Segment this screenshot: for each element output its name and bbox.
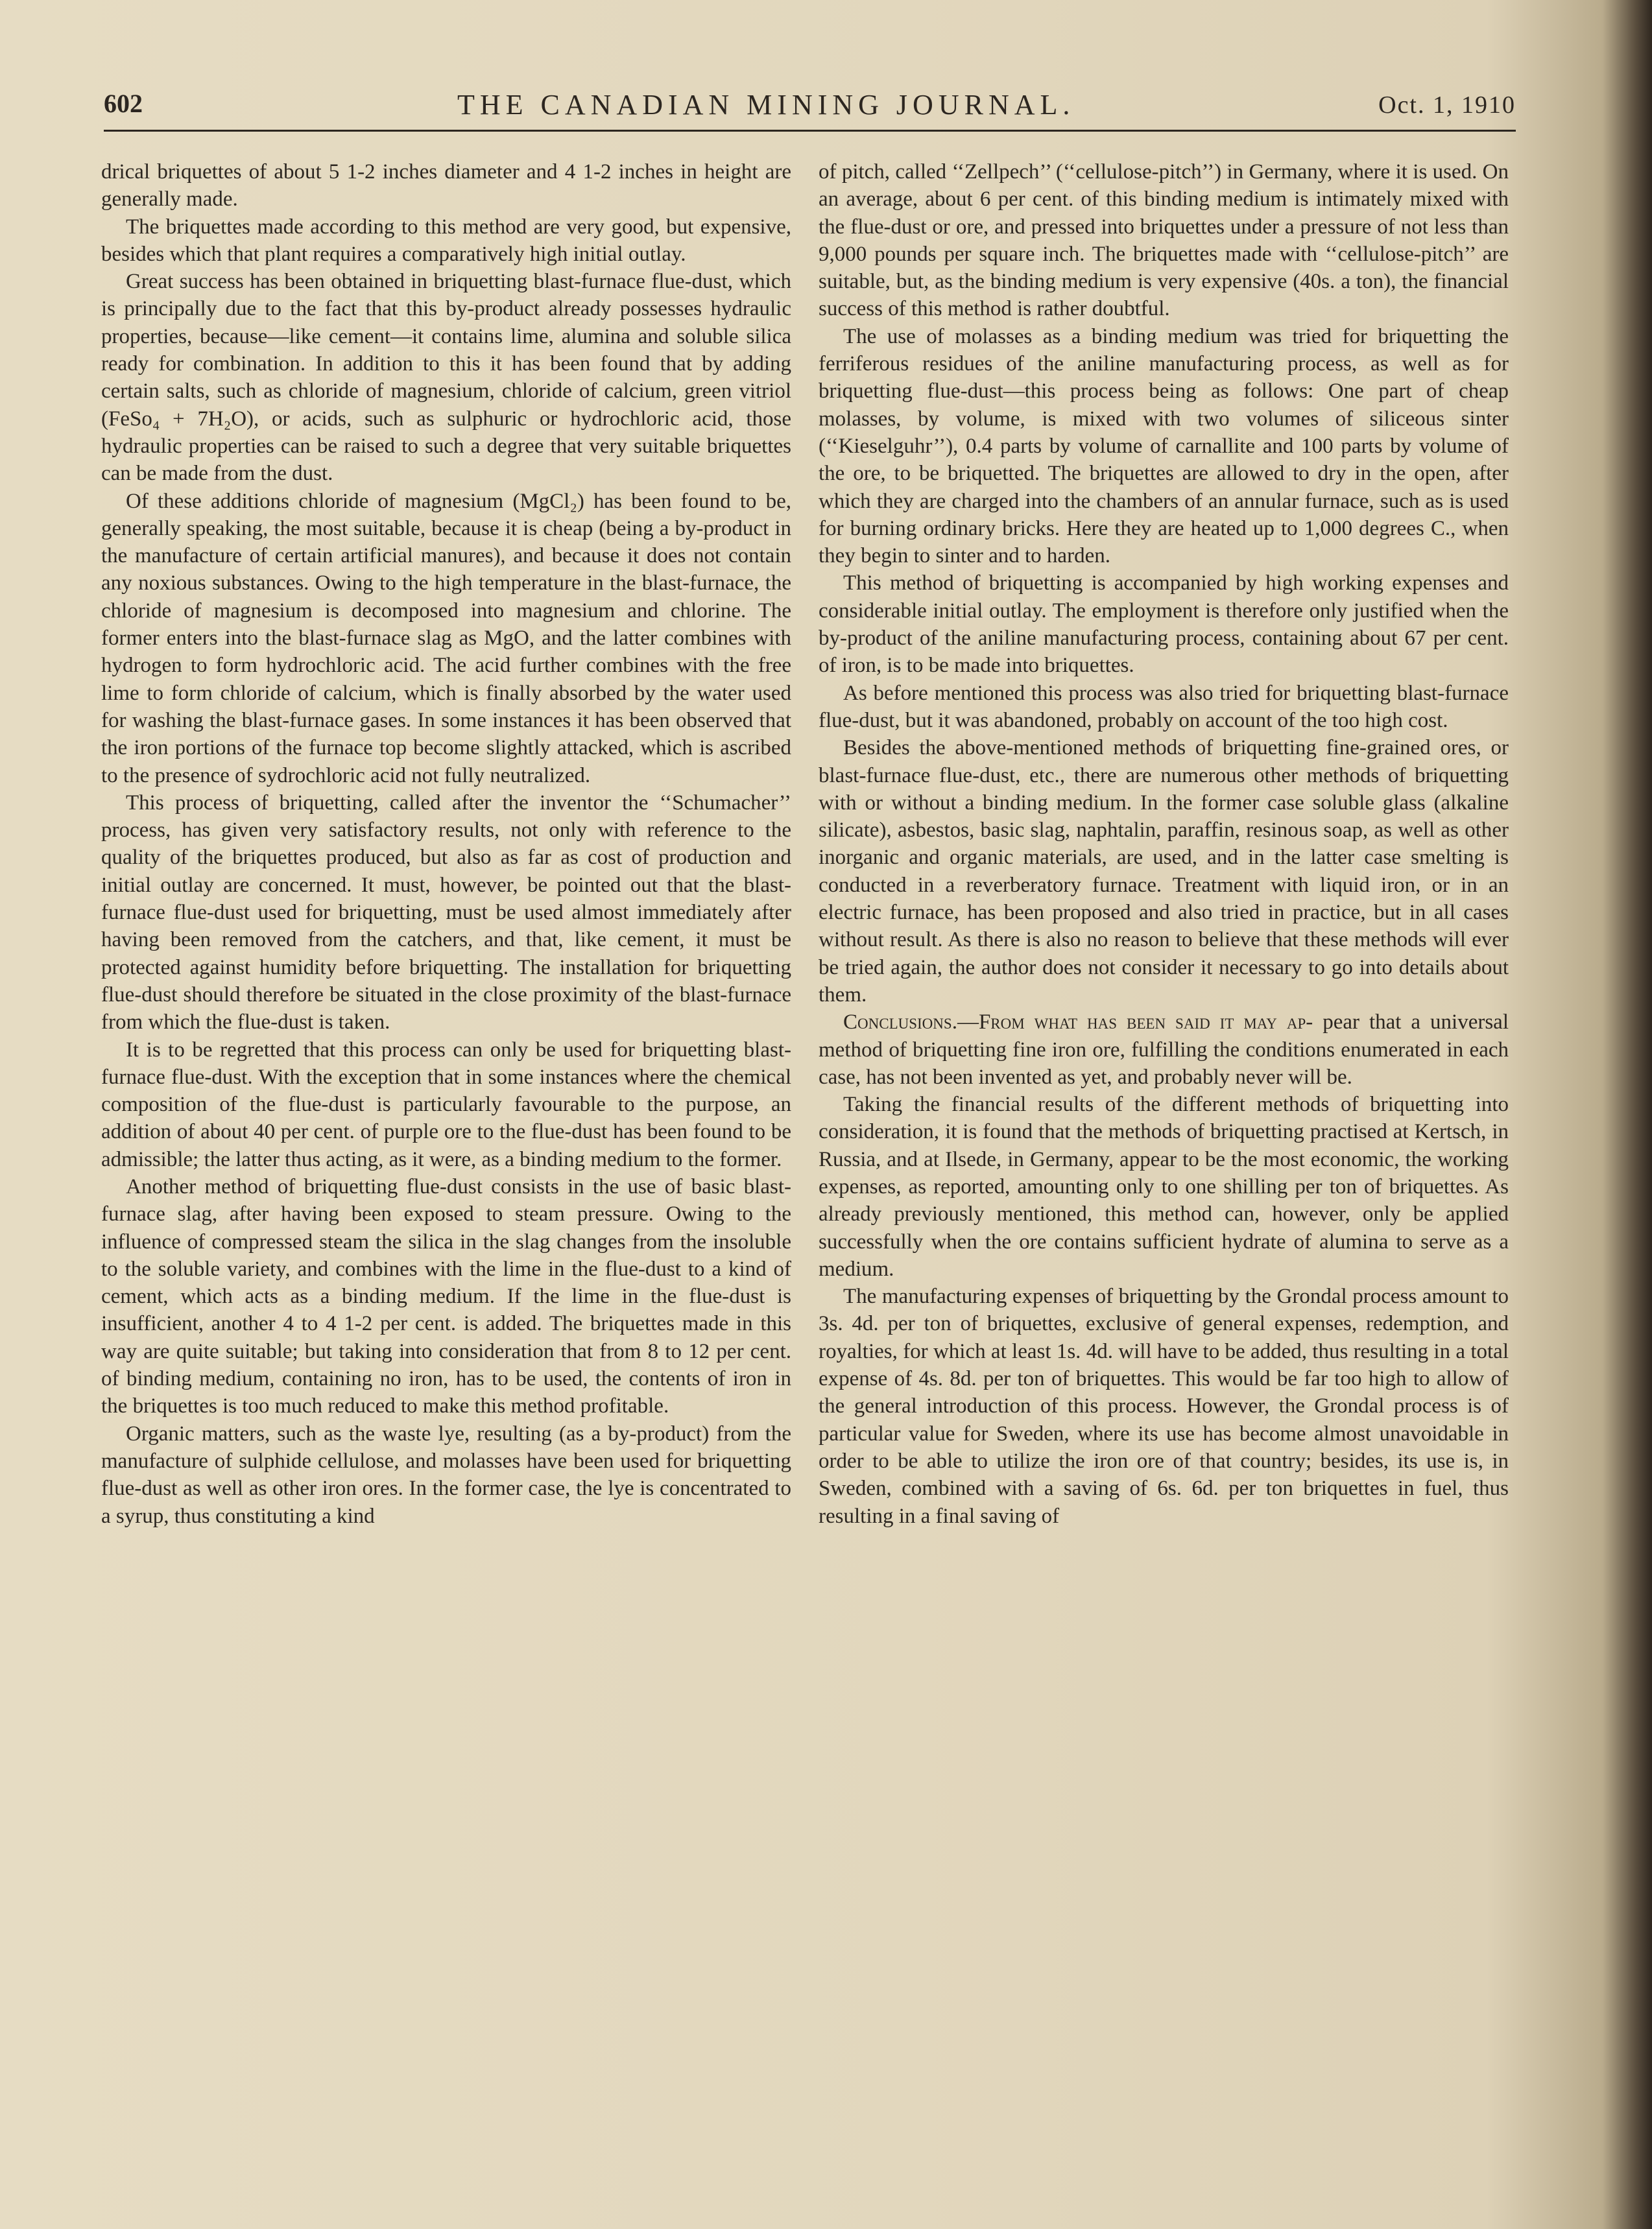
- paragraph: of pitch, called ‘‘Zellpech’’ (‘‘cellulose-pitch’’) in Germany, where it is used. On an average, about 6 per cent. of this binding medium is intimately mixed with the flue-dust or ore, and pressed into briquettes under a pressure of not less than 9,000 pounds per square inch. The briquettes made with ‘‘cellulose-pitch’’ are suitable, but, as the binding medium is very expensive (40s. a ton), the financial success of this method is rather doubtful.: [819, 160, 1509, 321]
- paragraph: The manufacturing expenses of briquetting by the Grondal process amount to 3s. 4d. per ton of briquettes, exclusive of general expenses, redemption, and royalties, for which at least 1s. 4d. will have to be added, thus resulting in a total expense of 4s. 8d. per ton of briquettes. This would be far too high to allow of the general introduction of this process. However, the Grondal process is of particular value for Sweden, where its use has become almost unavoidable in order to be able to utilize the iron ore of that country; besides, its use is, in Sweden, combined with a saving of 6s. 6d. per ton briquettes in fuel, thus resulting in a final saving of: [819, 1285, 1509, 1528]
- page-number: 602: [104, 89, 143, 118]
- paragraph: Taking the financial results of the different methods of briquetting into consideration, it is found that the methods of briquetting practised at Kertsch, in Russia, and at Ilsede, in Germany, appear to be the most economic, the working expenses, as reported, amounting only to one shilling per ton of briquettes. As already previously mentioned, this method can, however, only be applied successfully when the ore contains sufficient hydrate of alumina to serve as a medium.: [819, 1093, 1509, 1281]
- paragraph: The briquettes made according to this method are very good, but expensive, besides which that plant requires a comparatively high initial outlay.: [101, 215, 791, 266]
- issue-date: Oct. 1, 1910: [1378, 91, 1516, 119]
- paragraph: It is to be regretted that this process can only be used for briquetting blast-furnace flue-dust. With the exception that in some instances where the chemical composition of the flue-dust is particularly favourable to the purpose, an addition of about 40 per cent. of purple ore to the flue-dust has been found to be admissible; the latter thus acting, as it were, as a binding medium to the former.: [101, 1038, 791, 1171]
- paragraph: Another method of briquetting flue-dust consists in the use of basic blast-furnace slag, after having been exposed to steam pressure. Owing to the influence of compressed steam the silica in the slag changes from the insoluble to the soluble variety, and combines with the lime in the flue-dust to a kind of cement, which acts as a binding medium. If the lime in the flue-dust is insufficient, another 4 to 4 1-2 per cent. is added. The briquettes made in this way are quite suitable; but taking into consideration that from 8 to 12 per cent. of binding medium, containing no iron, has to be used, the contents of iron in the briquettes is too much reduced to make this method profitable.: [101, 1174, 791, 1418]
- left-column: [101, 158, 791, 1530]
- conclusions-text: pear that a universal method of briquetting fine iron ore, fulfilling the conditions enumerated in each case, has not been invented as yet, and probably never will be.: [819, 1010, 1509, 1089]
- page-header: [104, 77, 1516, 122]
- conclusions-heading: Conclusions.—From what has been said it may ap-: [843, 1010, 1313, 1034]
- paragraph: This method of briquetting is accompanied by high working expenses and considerable initial outlay. The employment is therefore only justified when the by-product of the aniline manufacturing process, containing about 67 per cent. of iron, is to be made into briquettes.: [819, 571, 1509, 678]
- conclusions-paragraph: [819, 1008, 1509, 1091]
- paragraph: Besides the above-mentioned methods of briquetting fine-grained ores, or blast-furnace flue-dust, etc., there are numerous other methods of briquetting with or without a binding medium. In the former case soluble glass (alkaline silicate), asbestos, basic slag, naphtalin, paraffin, resinous soap, as well as other inorganic and organic materials, are used, and in the latter case smelting is conducted in a reverberatory furnace. Treatment with liquid iron, or in an electric furnace, has been proposed and also tried in practice, but in all cases without result. As there is also no reason to believe that these methods will ever be tried again, the author does not consider it necessary to go into details about them.: [819, 736, 1509, 1007]
- right-column: [819, 158, 1509, 1530]
- paragraph: Great success has been obtained in briquetting blast-furnace flue-dust, which is principally due to the fact that this by-product already possesses hydraulic properties, because—like cement—it contains lime, alumina and soluble silica ready for combination. In addition to this it has been found that by adding certain salts, such as chloride of magnesium, chloride of calcium, green vitriol (FeSo₄ + 7H₂O), or acids, such as sulphuric or hydrochloric acid, those hydraulic properties can be raised to such a degree that very suitable briquettes can be made from the dust.: [101, 270, 791, 486]
- paragraph: Organic matters, such as the waste lye, resulting (as a by-product) from the manufacture of sulphide cellulose, and molasses have been used for briquetting flue-dust as well as other iron ores. In the former case, the lye is concentrated to a syrup, thus constituting a kind: [101, 1422, 791, 1528]
- paragraph: Of these additions chloride of magnesium (MgCl₂) has been found to be, generally speaking, the most suitable, because it is cheap (being a by-product in the manufacture of certain artificial manures), and because it does not contain any noxious substances. Owing to the high temperature in the blast-furnace, the chloride of magnesium is decomposed into magnesium and chlorine. The former enters into the blast-furnace slag as MgO, and the latter combines with hydrogen to form hydrochloric acid. The acid further combines with the free lime to form chloride of calcium, which is finally absorbed by the water used for washing the blast-furnace gases. In some instances it has been observed that the iron portions of the furnace top become slightly attacked, which is ascribed to the presence of sydrochloric acid not fully neutralized.: [101, 489, 791, 787]
- header-divider: [104, 130, 1516, 132]
- paragraph: The use of molasses as a binding medium was tried for briquetting the ferriferous residues of the aniline manufacturing process, as well as for briquetting flue-dust—this process being as follows: One part of cheap molasses, by volume, is mixed with two volumes of siliceous sinter (‘‘Kieselguhr’’), 0.4 parts by volume of carnallite and 100 parts by volume of the ore, to be briquetted. The briquettes are allowed to dry in the open, after which they are charged into the chambers of an annular furnace, such as is used for burning ordinary bricks. Here they are heated up to 1,000 degrees C., when they begin to sinter and to harden.: [819, 324, 1509, 568]
- paragraph: This process of briquetting, called after the inventor the ‘‘Schumacher’’ process, has given very satisfactory results, not only with reference to the quality of the briquettes produced, but also as far as cost of production and initial outlay are concerned. It must, however, be pointed out that the blast-furnace flue-dust used for briquetting, must be used almost immediately after having been removed from the catchers, and that, like cement, it must be protected against humidity before briquetting. The installation for briquetting flue-dust should therefore be situated in the close proximity of the blast-furnace from which the flue-dust is taken.: [101, 791, 791, 1034]
- paragraph: As before mentioned this process was also tried for briquetting blast-furnace flue-dust, but it was abandoned, probably on account of the too high cost.: [819, 681, 1509, 732]
- paragraph: drical briquettes of about 5 1-2 inches diameter and 4 1-2 inches in height are generally made.: [101, 160, 791, 211]
- journal-title: THE CANADIAN MINING JOURNAL.: [457, 89, 1075, 121]
